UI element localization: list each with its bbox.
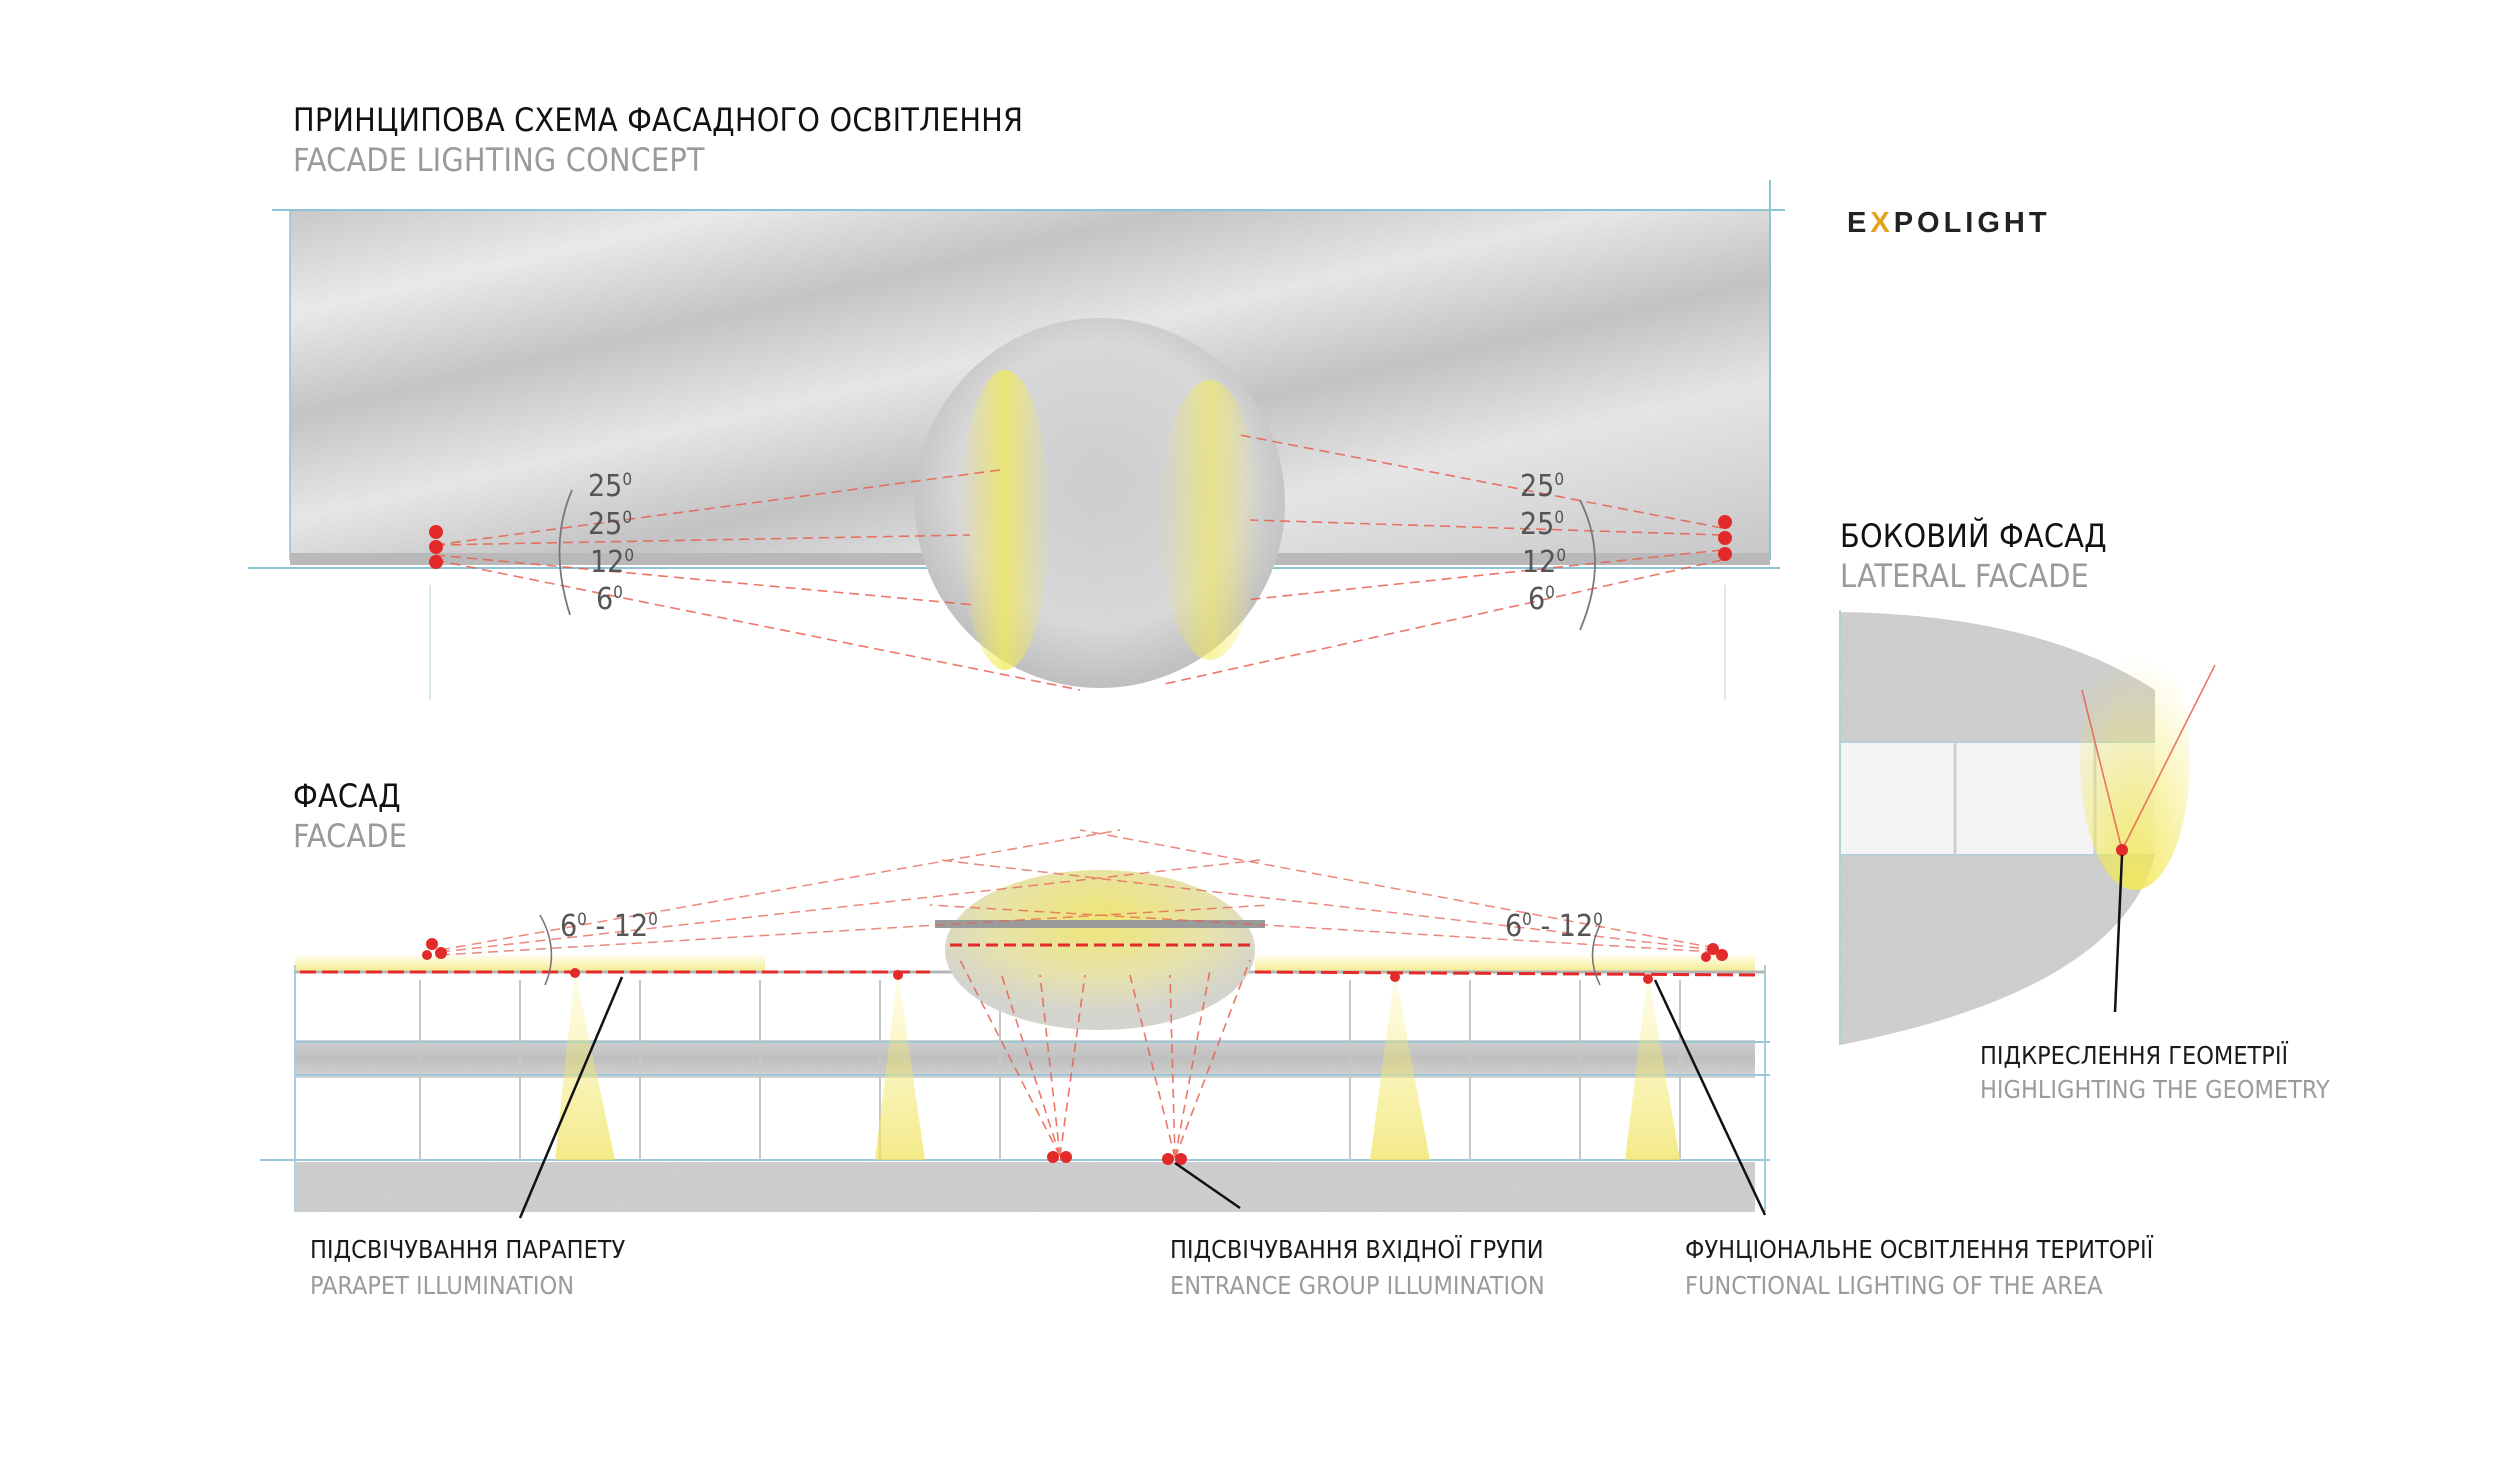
caption-parapet: ПІДСВІЧУВАННЯ ПАРАПЕТУ	[310, 1235, 626, 1264]
facade-title: ФАСАД	[293, 777, 401, 815]
main-title: ПРИНЦИПОВА СХЕМА ФАСАДНОГО ОСВІТЛЕННЯ	[293, 101, 1024, 139]
angle-label-left-2: $25^0$	[588, 507, 633, 542]
caption-entrance: ПІДСВІЧУВАННЯ ВХІДНОЇ ГРУПИ	[1170, 1235, 1544, 1264]
lateral-glow	[2080, 630, 2190, 890]
lateral-view	[1840, 610, 2215, 1045]
caption-geometry-en: HIGHLIGHTING THE GEOMETRY	[1980, 1075, 2330, 1104]
plan-fixtures-right	[1718, 515, 1732, 561]
facade-angle-left: $6^0 - 12^0$	[560, 909, 658, 944]
main-subtitle: FACADE LIGHTING CONCEPT	[293, 141, 705, 179]
facade-angle-arc-left	[540, 915, 551, 985]
plan-fixtures-left	[429, 525, 443, 569]
facade-view	[260, 830, 1770, 1218]
roof-glow-left	[295, 955, 765, 971]
roof-glow-right	[1255, 955, 1755, 971]
sphere-glow-left	[960, 370, 1050, 670]
plan-view	[248, 180, 1785, 700]
lateral-fixture	[2116, 844, 2128, 856]
sphere-glow-right	[1160, 380, 1260, 660]
facade-subtitle: FACADE	[293, 817, 408, 855]
caption-entrance-en: ENTRANCE GROUP ILLUMINATION	[1170, 1271, 1545, 1300]
expolight-logo: EXPOLIGHT	[1847, 207, 2051, 239]
caption-functional-en: FUNCTIONAL LIGHTING OF THE AREA	[1685, 1271, 2103, 1300]
angle-label-right-1: $25^0$	[1520, 469, 1565, 504]
angle-label-left-4: $6^0$	[596, 582, 623, 617]
caption-functional: ФУНЦІОНАЛЬНЕ ОСВІТЛЕННЯ ТЕРИТОРІЇ	[1685, 1235, 2154, 1264]
angle-label-left-1: $25^0$	[588, 469, 633, 504]
angle-label-left-3: $12^0$	[590, 545, 635, 580]
angle-label-right-3: $12^0$	[1522, 545, 1567, 580]
angle-label-right-4: $6^0$	[1528, 582, 1555, 617]
caption-geometry: ПІДКРЕСЛЕННЯ ГЕОМЕТРІЇ	[1980, 1041, 2289, 1070]
angle-label-right-2: $25^0$	[1520, 507, 1565, 542]
caption-parapet-en: PARAPET ILLUMINATION	[310, 1271, 575, 1300]
lateral-subtitle: LATERAL FACADE	[1840, 557, 2090, 595]
facade-angle-right: $6^0 - 12^0$	[1505, 909, 1603, 944]
lateral-title: БОКОВИЙ ФАСАД	[1840, 517, 2107, 555]
